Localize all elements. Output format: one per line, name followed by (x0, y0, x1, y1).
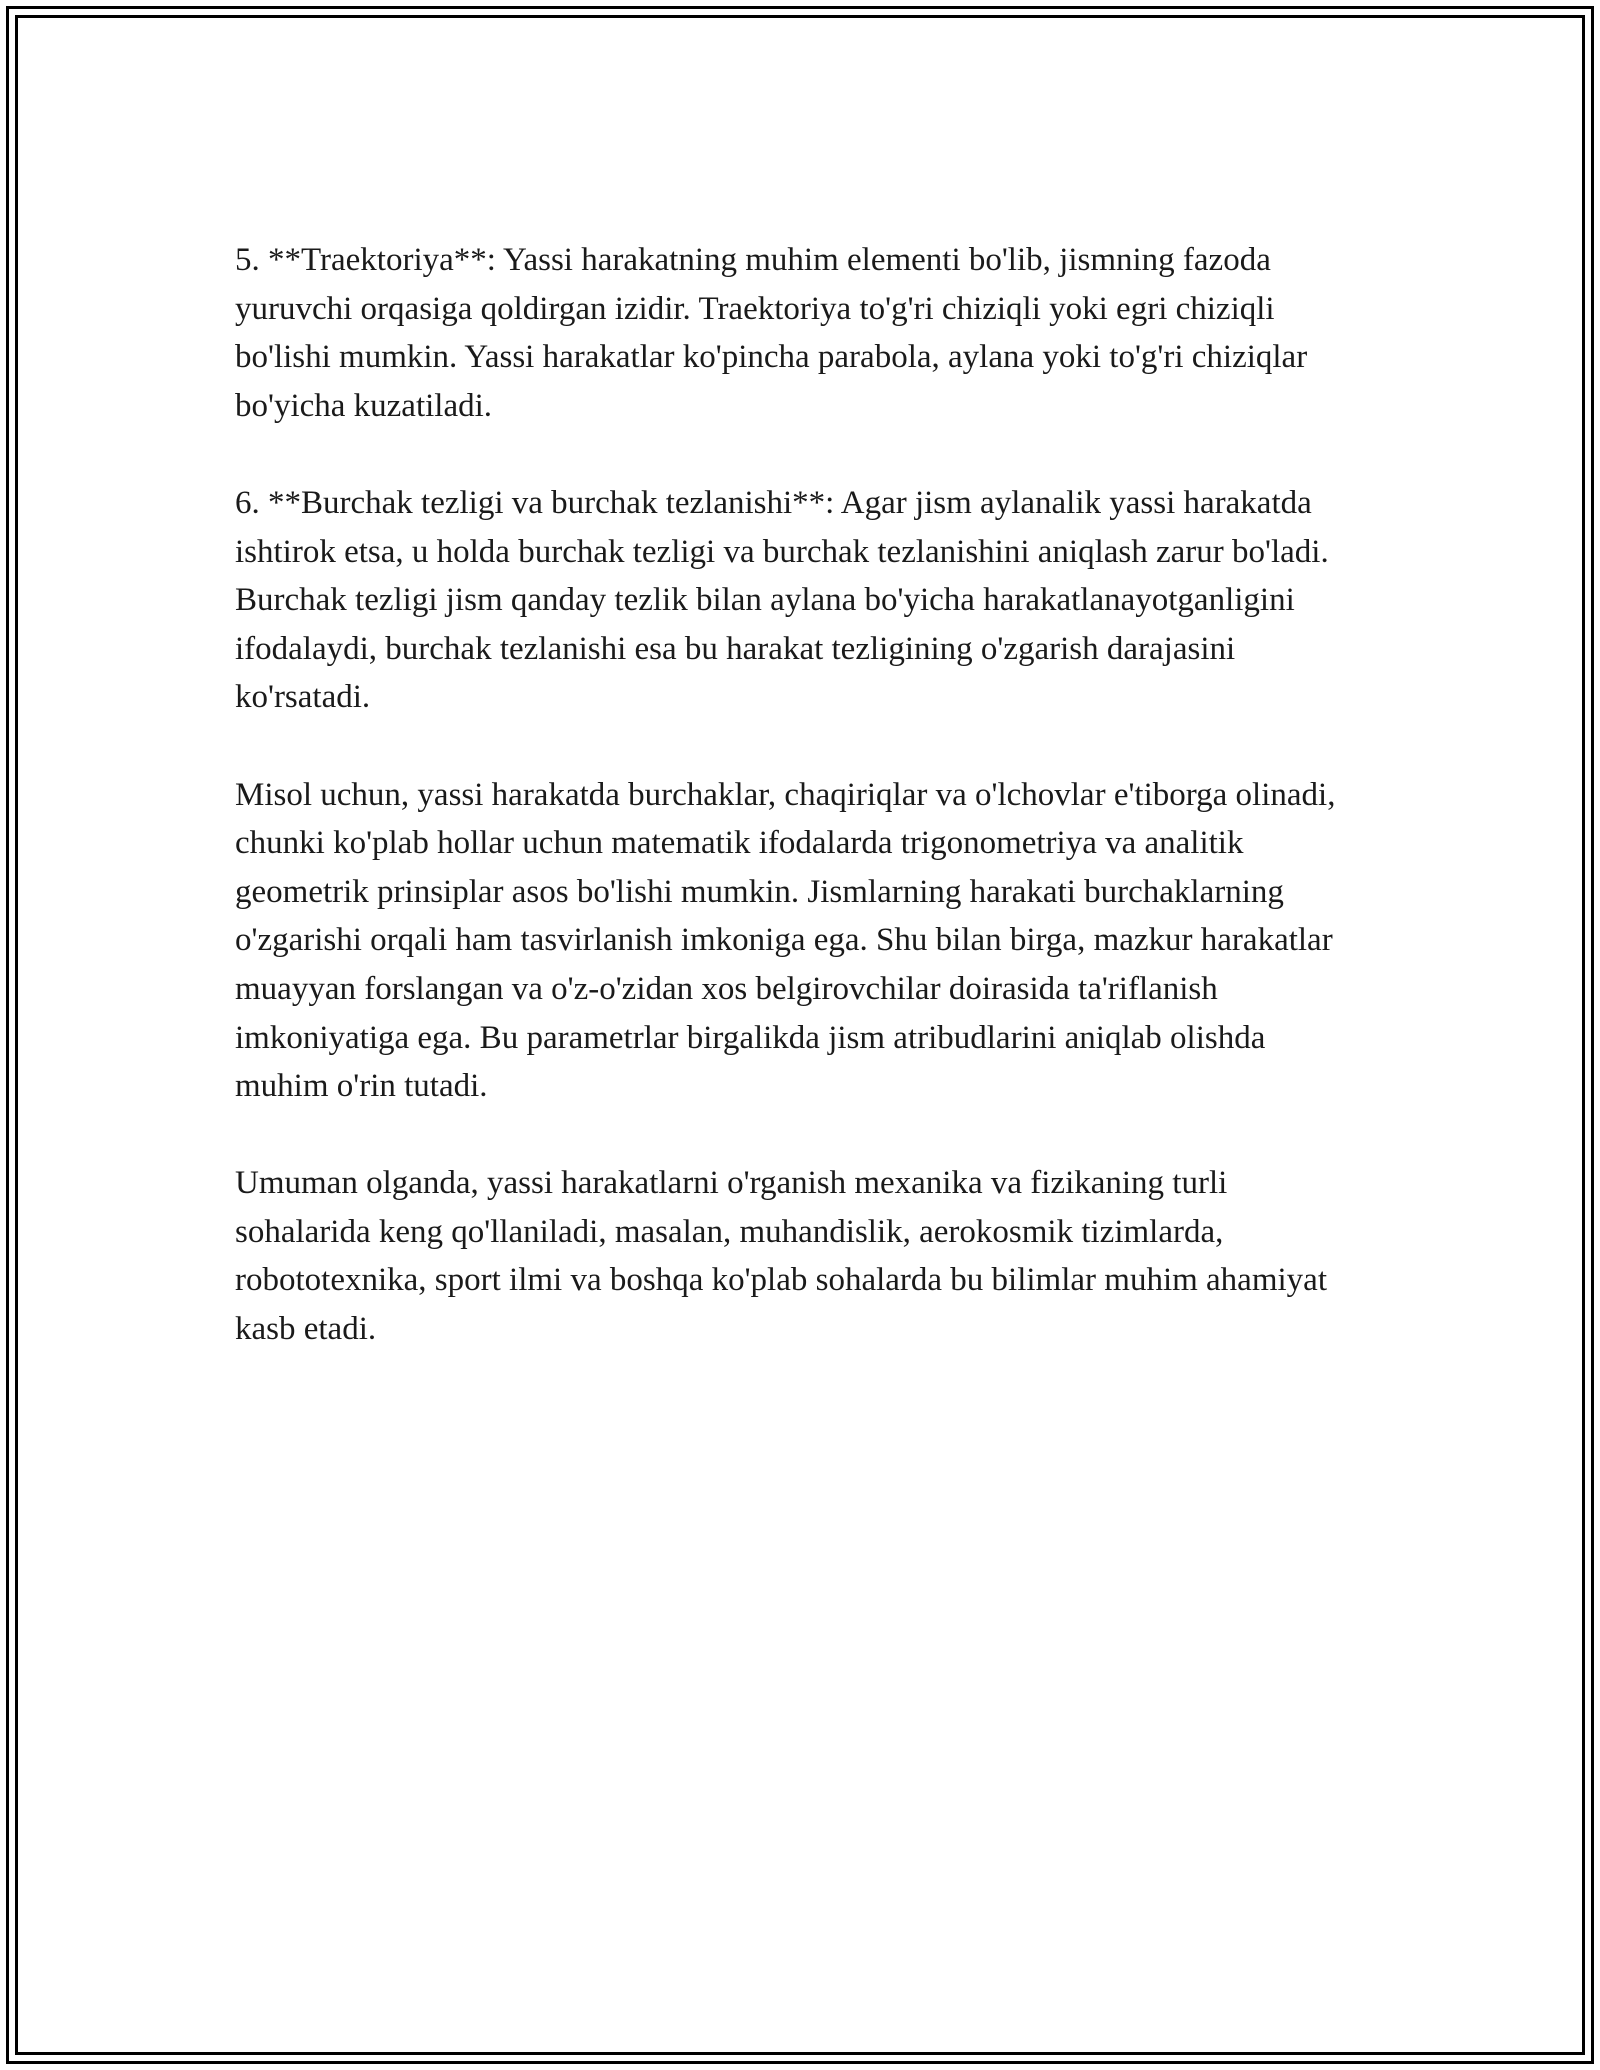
paragraph-conclusion: Umuman olganda, yassi harakatlarni o'rganish mexanika va fizikaning turli sohalarida keng qo'llaniladi, masalan, muhandislik, aerokosmik tizimlarda, robototexnika, sport ilmi va boshqa ko'plab sohalarda bu bilimlar muhim ahamiyat kasb etadi. (235, 1165, 1327, 1348)
paragraph-example: Misol uchun, yassi harakatda burchaklar, chaqiriqlar va o'lchovlar e'tiborga olinadi, chunki ko'plab hollar uchun matematik ifodalarda trigonometriya va analitik geometrik prinsiplar asos bo'lishi mumkin. Jismlarning harakati burchaklarning o'zgarishi orqali ham tasvirlanish imkoniga ega. Shu bilan birga, mazkur harakatlar muayyan forslangan va o'z-o'zidan xos belgirovchilar doirasida ta'riflanish imkoniyatiga ega. Bu parametrlar birgalikda jism atribudlarini aniqlab olishda muhim o'rin tutadi. (235, 776, 1336, 1105)
document-body (235, 236, 1365, 1402)
paragraph-angular-velocity: 6. **Burchak tezligi va burchak tezlanishi**: Agar jism aylanalik yassi harakatda ishtirok etsa, u holda burchak tezligi va burchak tezlanishini aniqlash zarur bo'ladi. Burchak tezligi jism qanday tezlik bilan aylana bo'yicha harakatlanayotganligini ifodalaydi, burchak tezlanishi esa bu harakat tezligining o'zgarish darajasini ko'rsatadi. (235, 484, 1329, 716)
paragraph-trajectory: 5. **Traektoriya**: Yassi harakatning muhim elementi bo'lib, jismning fazoda yuruvchi orqasiga qoldirgan izidir. Traektoriya to'g'ri chiziqli yoki egri chiziqli bo'lishi mumkin. Yassi harakatlar ko'pincha parabola, aylana yoki to'g'ri chiziqlar bo'yicha kuzatiladi. (235, 242, 1308, 424)
